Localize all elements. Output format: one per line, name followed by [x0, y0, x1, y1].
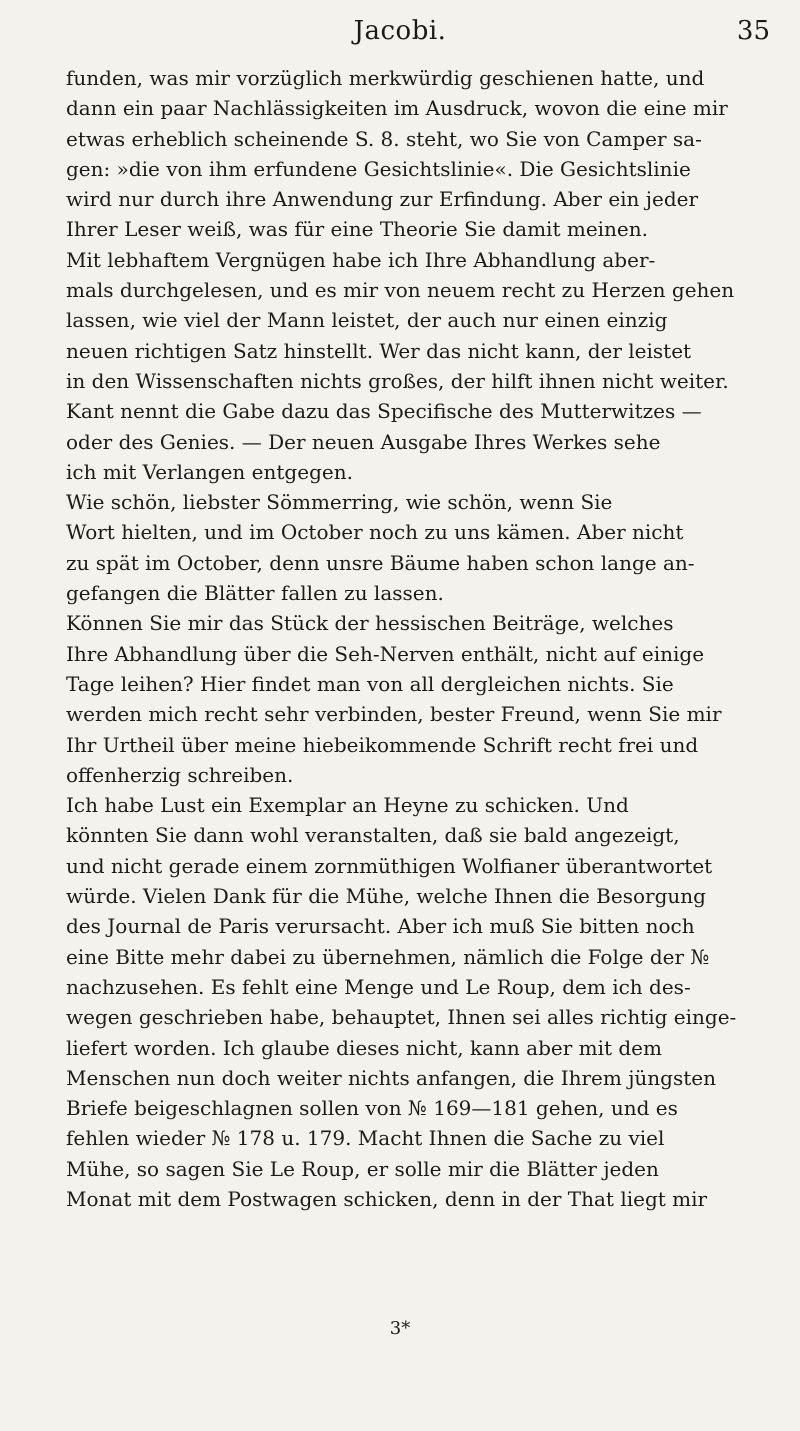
- text-line: offenherzig schreiben.: [66, 762, 294, 787]
- page-header: [0, 16, 800, 56]
- text-line: und nicht gerade einem zornmüthigen Wolfianer überantwortet: [66, 853, 713, 878]
- text-line: Menschen nun doch weiter nichts anfangen, die Ihrem jüngsten: [66, 1065, 716, 1090]
- running-head: Jacobi.: [353, 16, 447, 46]
- text-line: dann ein paar Nachlässigkeiten im Ausdruck, wovon die eine mir: [66, 96, 728, 121]
- text-line: lassen, wie viel der Mann leistet, der auch nur einen einzig: [66, 308, 668, 333]
- text-line: Ich habe Lust ein Exemplar an Heyne zu schicken. Und: [66, 793, 629, 818]
- text-line: Tage leihen? Hier findet man von all dergleichen nichts. Sie: [66, 671, 674, 696]
- text-line: des Journal de Paris verursacht. Aber ich muß Sie bitten noch: [66, 914, 695, 939]
- text-line: gefangen die Blätter fallen zu lassen.: [66, 581, 444, 606]
- text-line: neuen richtigen Satz hinstellt. Wer das nicht kann, der leistet: [66, 338, 692, 363]
- text-line: Kant nennt die Gabe dazu das Specifische des Mutterwitzes —: [66, 399, 702, 424]
- text-line: zu spät im October, denn unsre Bäume haben schon lange an-: [66, 550, 695, 575]
- text-line: wird nur durch ihre Anwendung zur Erfindung. Aber ein jeder: [66, 187, 699, 212]
- text-line: Ihr Urtheil über meine hiebeikommende Schrift recht frei und: [66, 732, 699, 757]
- text-line: würde. Vielen Dank für die Mühe, welche Ihnen die Besorgung: [66, 884, 706, 909]
- page-number: 35: [736, 16, 770, 46]
- text-line: mals durchgelesen, und es mir von neuem recht zu Herzen gehen: [66, 278, 735, 303]
- text-line: wegen geschrieben habe, behauptet, Ihnen sei alles richtig einge-: [66, 1005, 737, 1030]
- text-line: Ihrer Leser weiß, was für eine Theorie Sie damit meinen.: [66, 217, 649, 242]
- text-line: Monat mit dem Postwagen schicken, denn in der That liegt mir: [66, 1186, 708, 1211]
- text-line: etwas erheblich scheinende S. 8. steht, wo Sie von Camper sa-: [66, 126, 702, 151]
- text-line: Ihre Abhandlung über die Seh-Nerven enthält, nicht auf einige: [66, 641, 705, 666]
- text-line: werden mich recht sehr verbinden, bester Freund, wenn Sie mir: [66, 702, 722, 727]
- text-line: gen: »die von ihm erfundene Gesichtslinie«. Die Gesichtslinie: [66, 156, 691, 181]
- text-line: Wie schön, liebster Sömmerring, wie schön, wenn Sie: [66, 490, 613, 515]
- text-line: liefert worden. Ich glaube dieses nicht, kann aber mit dem: [66, 1035, 662, 1060]
- signature-mark: 3*: [389, 1318, 411, 1339]
- text-line: Wort hielten, und im October noch zu uns kämen. Aber nicht: [66, 520, 684, 545]
- text-line: oder des Genies. — Der neuen Ausgabe Ihres Werkes sehe: [66, 429, 661, 454]
- text-line: fehlen wieder № 178 u. 179. Macht Ihnen die Sache zu viel: [66, 1126, 665, 1151]
- text-line: ich mit Verlangen entgegen.: [66, 459, 353, 484]
- text-line: Mit lebhaftem Vergnügen habe ich Ihre Abhandlung aber-: [66, 247, 656, 272]
- text-line: eine Bitte mehr dabei zu übernehmen, nämlich die Folge der №: [66, 944, 710, 969]
- text-line: nachzusehen. Es fehlt eine Menge und Le Roup, dem ich des-: [66, 974, 691, 999]
- text-line: in den Wissenschaften nichts großes, der hilft ihnen nicht weiter.: [66, 368, 729, 393]
- text-line: könnten Sie dann wohl veranstalten, daß sie bald angezeigt,: [66, 823, 680, 848]
- text-line: Mühe, so sagen Sie Le Roup, er solle mir die Blätter jeden: [66, 1156, 659, 1181]
- text-line: Briefe beigeschlagnen sollen von № 169—181 gehen, und es: [66, 1096, 678, 1121]
- text-line: Können Sie mir das Stück der hessischen Beiträge, welches: [66, 611, 674, 636]
- text-line: funden, was mir vorzüglich merkwürdig geschienen hatte, und: [66, 66, 705, 90]
- body-text: [66, 63, 778, 1214]
